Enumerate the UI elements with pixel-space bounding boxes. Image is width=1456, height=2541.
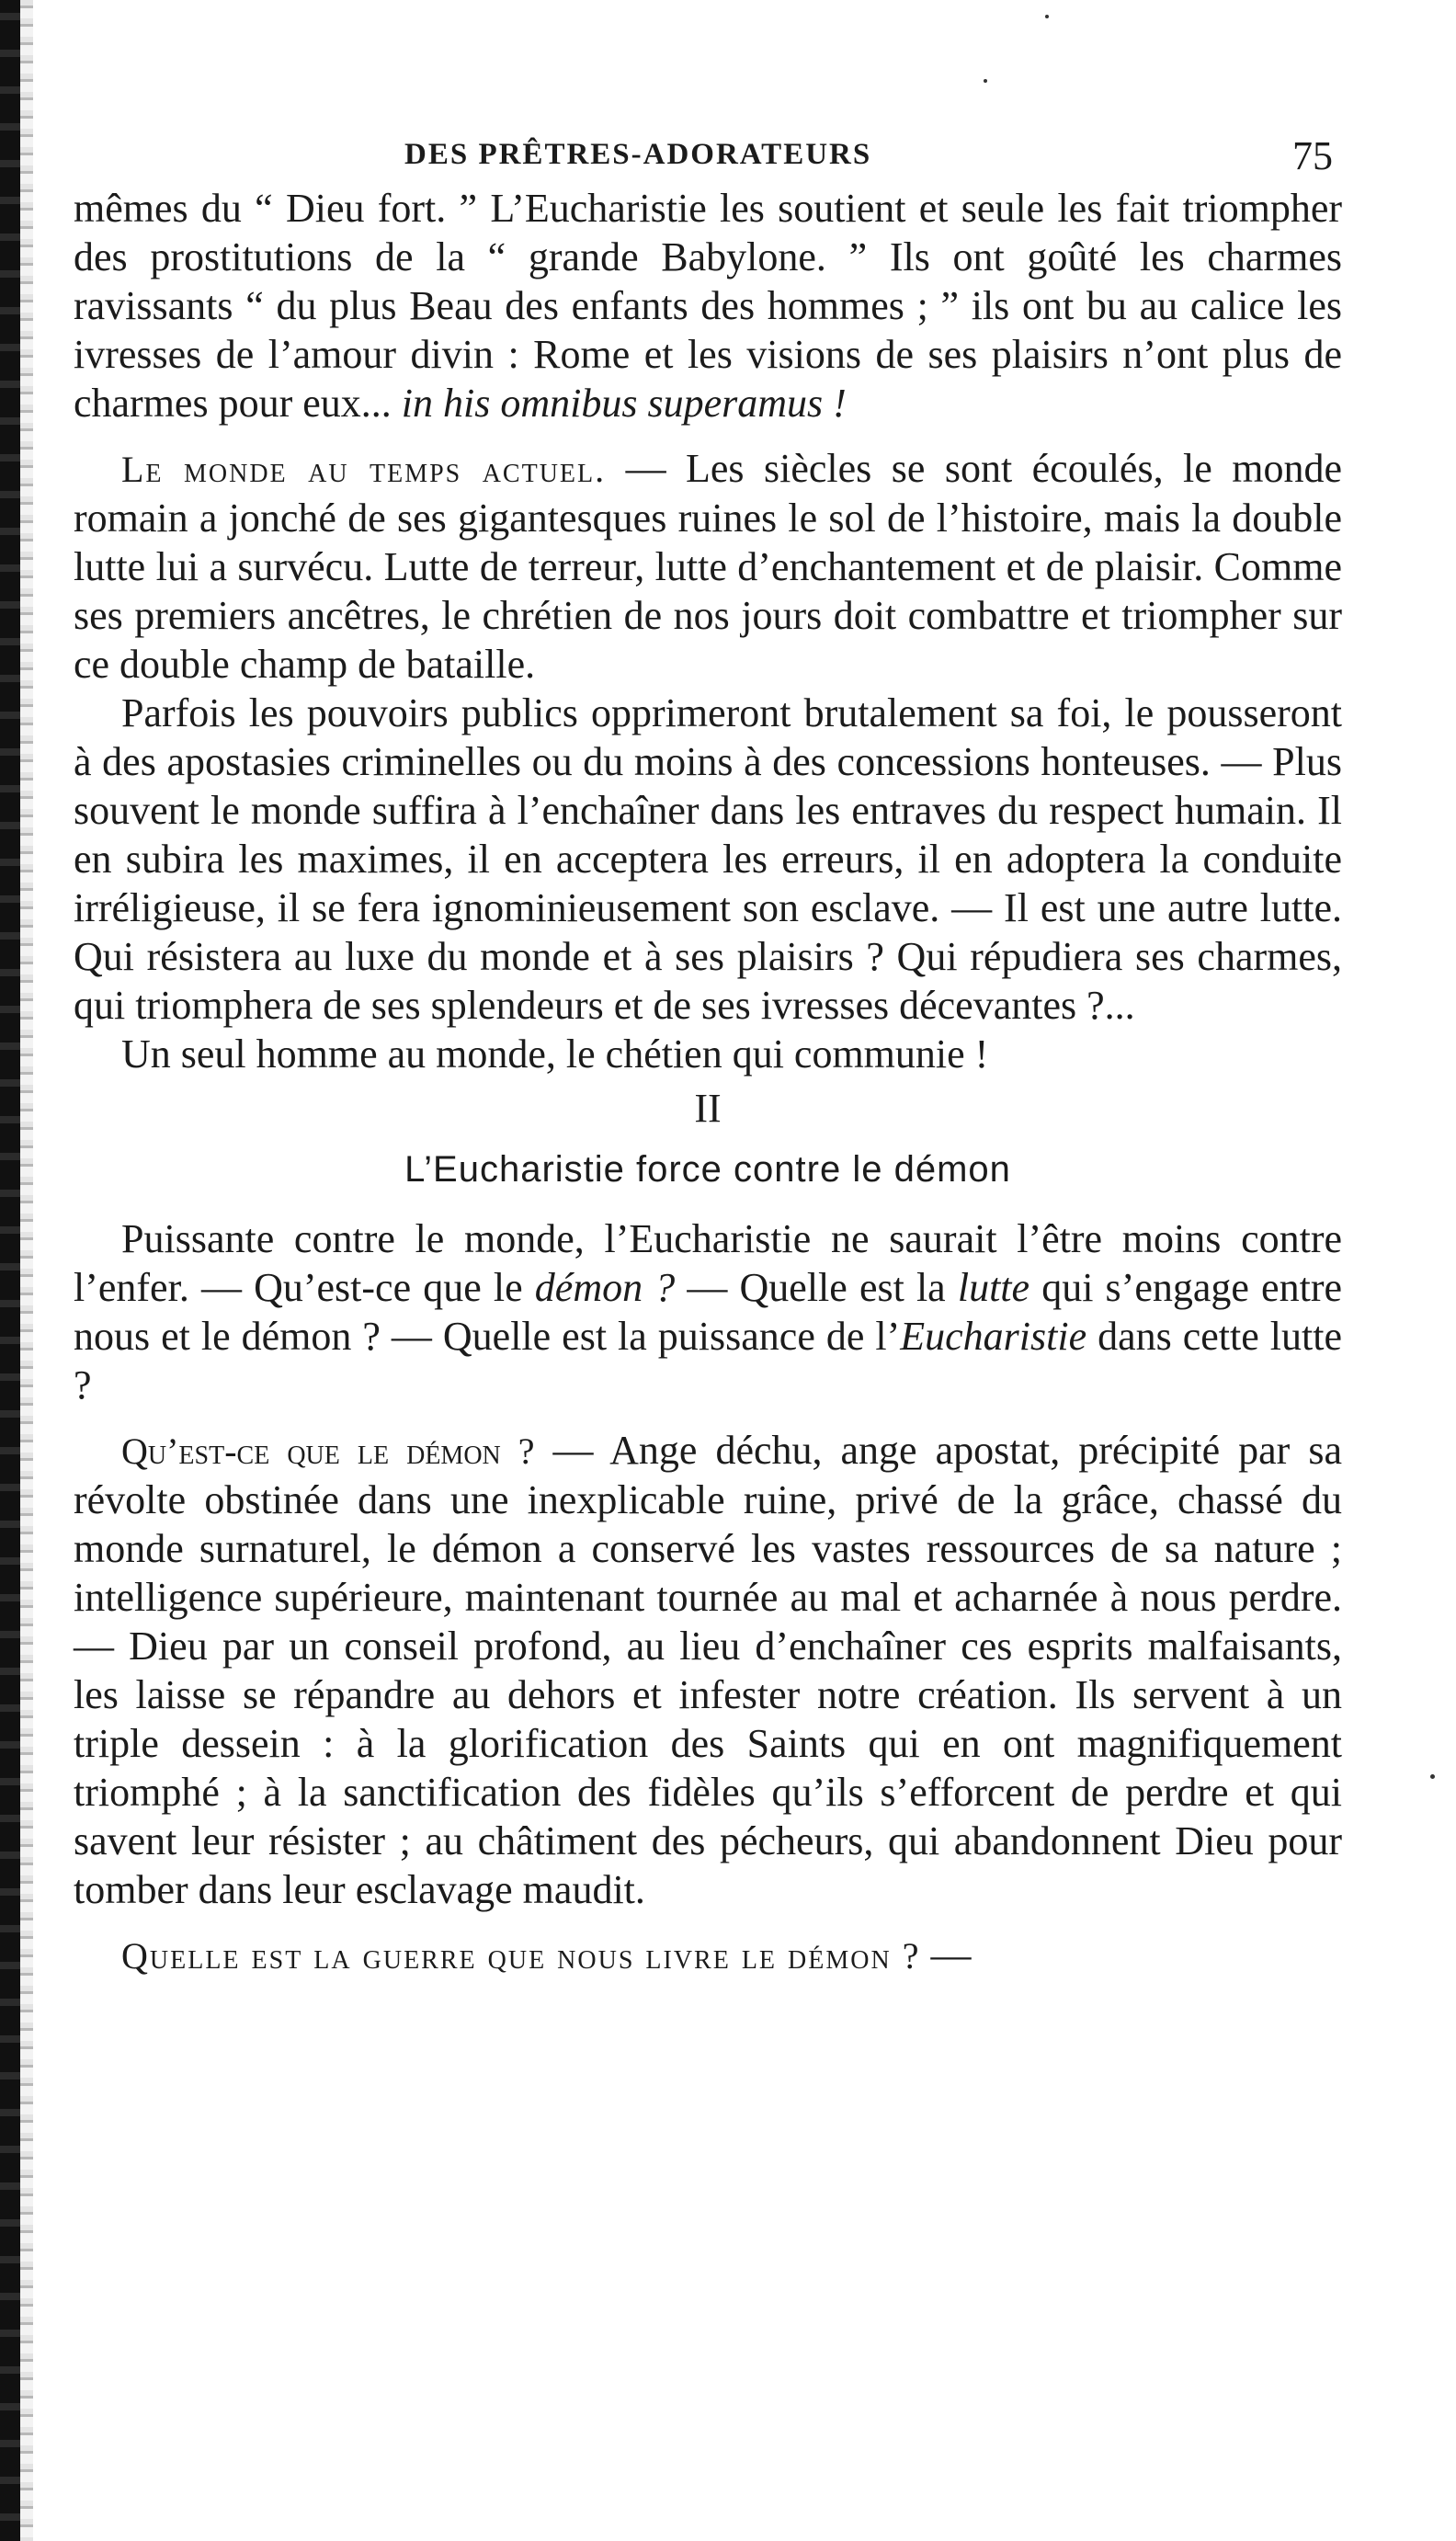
paragraph-4 <box>74 1030 1342 1078</box>
running-title: DES PRÊTRES-ADORATEURS <box>404 138 872 171</box>
paragraph-5-eucharistie: Eucharistie <box>900 1314 1087 1359</box>
paragraph-3 <box>74 689 1342 1030</box>
running-head <box>74 132 1342 188</box>
page-binding-edge <box>0 0 20 2541</box>
paragraph-5-b: — Quelle est la <box>675 1265 958 1310</box>
paragraph-2-text: — Les siècles se sont écoulés, le monde romain a jonché de ses gigantesques ruines le sol de l’histoire, mais la double lutte lui a survécu. Lutte de terreur, lutte d’enchantement et de plaisir. Comme ses premiers ancêtres, le chrétien de nos jours doit combattre et triompher sur ce double champ de bataille. <box>74 446 1342 687</box>
paragraph-2-lead: Le monde au temps actuel. <box>121 449 607 490</box>
paragraph-5-d: dans cette lutte ? <box>74 1314 1342 1407</box>
paragraph-7-text: — <box>920 1932 972 1977</box>
paragraph-7 <box>74 1931 1342 1980</box>
paragraph-4-text: Un seul homme au monde, le chétien qui communie ! <box>121 1031 989 1077</box>
scan-speck <box>1045 15 1049 18</box>
page-binding-shadow <box>20 0 33 2541</box>
page-body <box>74 184 1342 1980</box>
paragraph-6 <box>74 1426 1342 1914</box>
paragraph-5-demon: démon ? <box>534 1265 676 1310</box>
paragraph-2 <box>74 444 1342 689</box>
paragraph-5-c: qui s’engage entre nous et le démon ? — Quelle est la puissance de l’ <box>74 1265 1342 1359</box>
scan-speck <box>1430 1774 1435 1779</box>
paragraph-5-lutte: lutte <box>957 1265 1030 1310</box>
paragraph-1-latin-quote: in his omnibus superamus ! <box>401 381 847 426</box>
paragraph-3-text: Parfois les pouvoirs publics opprimeront brutalement sa foi, le pousseront à des apostasies criminelles ou du moins à des concessions honteuses. — Plus souvent le monde suffira à l’enchaîner dans les entraves du respect humain. Il en subira les maximes, il en acceptera les erreurs, il en adoptera la conduite irréligieuse, il se fera ignominieusement son esclave. — Il est une autre lutte. Qui résistera au luxe du monde et à ses plaisirs ? Qui répudiera ses charmes, qui triomphera de ses splendeurs et de ses ivresses décevantes ?... <box>74 690 1342 1028</box>
page-number: 75 <box>1292 133 1333 178</box>
paragraph-1 <box>74 184 1342 427</box>
paragraph-6-text: — Ange déchu, ange apostat, précipité par sa révolte obstinée dans une inexplicable ruine, privé de la grâce, chassé du monde surnaturel, le démon a conservé les vastes ressources de sa nature ; intelligence supérieure, maintenant tournée au mal et acharnée à nous perdre. — Dieu par un conseil profond, au lieu d’enchaîner ces esprits malfaisants, les laisse se répandre au dehors et infester notre création. Ils servent à un triple dessein : à la glorification des Saints qui en ont magnifiquement triomphé ; à la sanctification des fidèles qu’ils s’efforcent de perdre et qui savent leur résister ; au châtiment des pécheurs, qui abandonnent Dieu pour tomber dans leur esclavage maudit. <box>74 1428 1342 1912</box>
paragraph-7-lead: Quelle est la guerre que nous livre le démon ? <box>121 1935 921 1977</box>
paragraph-6-lead: Qu’est-ce que le démon ? <box>121 1430 535 1472</box>
paragraph-5 <box>74 1214 1342 1409</box>
paragraph-5-a: Puissante contre le monde, l’Eucharistie ne saurait l’être moins contre l’enfer. — Qu’est-ce que le <box>74 1216 1342 1310</box>
section-title: L’Eucharistie force contre le démon <box>404 1149 1011 1190</box>
section-number: II <box>694 1086 722 1131</box>
scan-speck <box>984 79 987 83</box>
paragraph-1-text: mêmes du “ Dieu fort. ” L’Eucharistie les soutient et seule les fait triompher des prostitutions de la “ grande Babylone. ” Ils ont goûté les charmes ravissants “ du plus Beau des enfants des hommes ; ” ils ont bu au calice les ivresses de l’amour divin : Rome et les visions de ses plaisirs n’ont plus de charmes pour eux... <box>74 186 1342 426</box>
